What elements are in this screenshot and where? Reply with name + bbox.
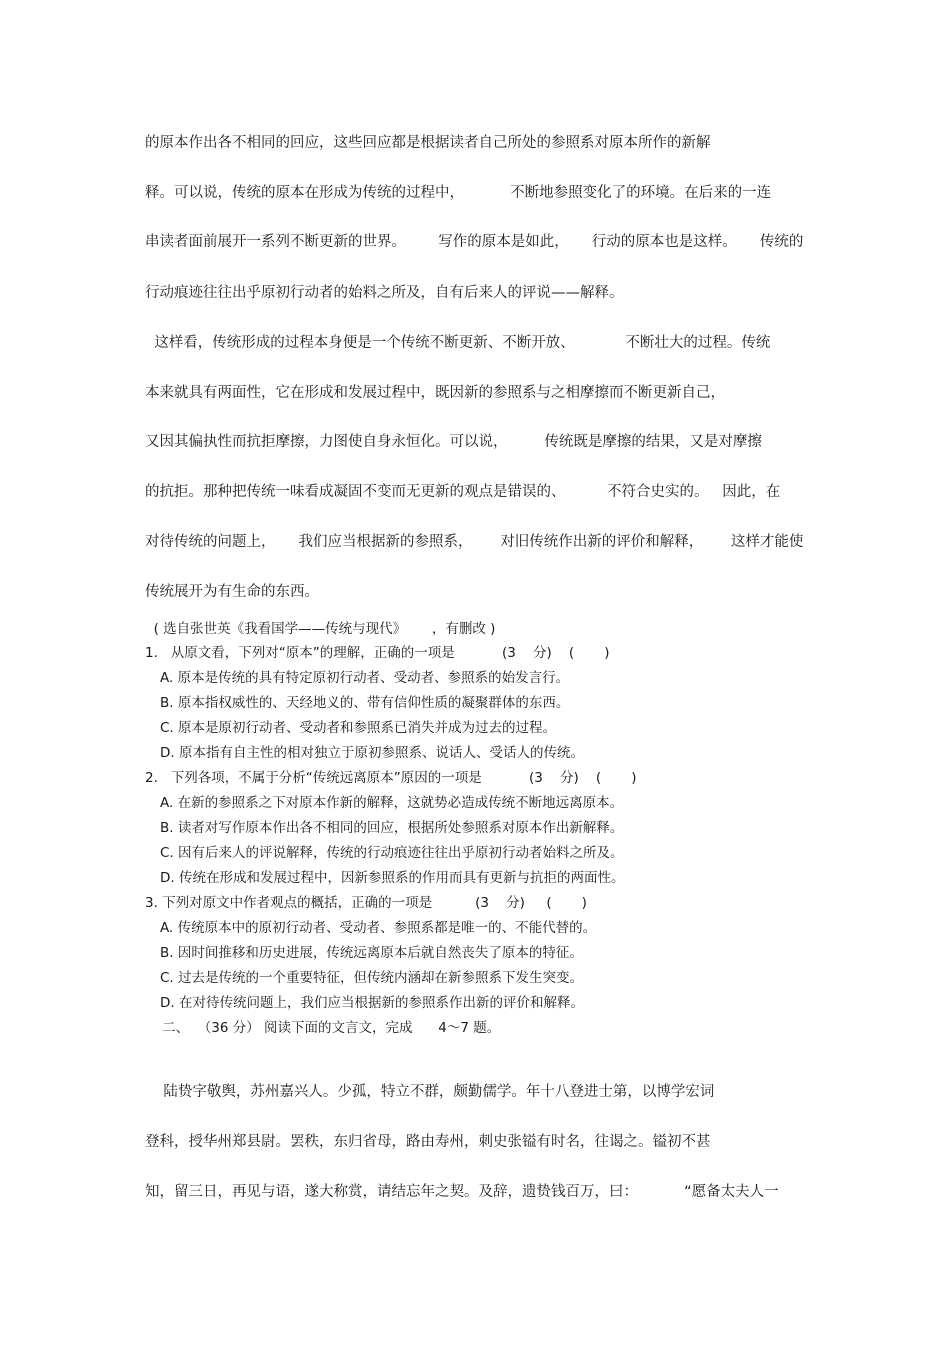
- question-1-stem: 1. 从原文看，下列对“原本”的理解，正确的一项是 (3 分) ( ): [145, 645, 610, 661]
- question-3-option-d: D. 在对待传统问题上，我们应当根据新的参照系作出新的评价和解释。: [160, 995, 584, 1011]
- passage1-line-7: 又因其偏执性而抗拒摩擦，力图使自身永恒化。可以说， 传统既是摩擦的结果，又是对摩擦: [145, 434, 762, 450]
- question-3-option-b: B. 因时间推移和历史进展，传统远离原本后就自然丧失了原本的特征。: [160, 945, 583, 961]
- question-2-option-d: D. 传统在形成和发展过程中，因新参照系的作用而具有更新与抗拒的两面性。: [160, 870, 625, 886]
- question-1-option-b: B. 原本指权威性的、天经地义的、带有信仰性质的凝聚群体的东西。: [160, 695, 570, 711]
- passage1-line-8: 的抗拒。那种把传统一味看成凝固不变而无更新的观点是错误的、 不符合史实的。 因此，在: [145, 484, 781, 500]
- passage2-line-1: 陆贽字敬舆，苏州嘉兴人。少孤，特立不群，颇勤儒学。年十八登进士第，以博学宏词: [145, 1084, 715, 1100]
- passage1-line-6: 本来就具有两面性，它在形成和发展过程中，既因新的参照系与之相摩擦而不断更新自己，: [145, 385, 725, 401]
- question-1-option-d: D. 原本指有自主性的相对独立于原初参照系、说话人、受话人的传统。: [160, 745, 584, 761]
- source-note: ( 选自张世英《我看国学——传统与现代》 ，有删改 ): [145, 621, 496, 637]
- question-2-option-a: A. 在新的参照系之下对原本作新的解释，这就势必造成传统不断地远离原本。: [160, 795, 624, 811]
- passage1-line-10: 传统展开为有生命的东西。: [145, 584, 319, 600]
- passage1-line-3: 串读者面前展开一系列不断更新的世界。 写作的原本是如此， 行动的原本也是这样。 传统的: [145, 234, 804, 250]
- passage1-line-9: 对待传统的问题上， 我们应当根据新的参照系， 对旧传统作出新的评价和解释， 这样才能使: [145, 534, 804, 550]
- question-1-option-a: A. 原本是传统的具有特定原初行动者、受动者、参照系的始发言行。: [160, 670, 570, 686]
- passage1-line-4: 行动痕迹往往出乎原初行动者的始料之所及，自有后来人的评说——解释。: [145, 285, 624, 301]
- passage2-line-2: 登科，授华州郑县尉。罢秩，东归省母，路由寿州，刺史张镒有时名，往谒之。镒初不甚: [145, 1134, 711, 1150]
- passage1-line-5: 这样看，传统形成的过程本身便是一个传统不断更新、不断开放、 不断壮大的过程。传统: [145, 335, 771, 351]
- section-2-heading: 二、 （36 分） 阅读下面的文言文，完成 4～7 题。: [145, 1020, 501, 1036]
- passage1-line-1: 的原本作出各不相同的回应，这些回应都是根据读者自己所处的参照系对原本所作的新解: [145, 135, 711, 151]
- passage1-line-2: 释。可以说，传统的原本在形成为传统的过程中， 不断地参照变化了的环境。在后来的一连: [145, 185, 772, 201]
- passage2-line-3: 知，留三日，再见与语，遂大称赏，请结忘年之契。及辞，遗贽钱百万，曰： “愿备太夫人一: [145, 1184, 779, 1200]
- question-2-option-c: C. 因有后来人的评说解释，传统的行动痕迹往往出乎原初行动者始料之所及。: [160, 845, 624, 861]
- question-2-stem: 2. 下列各项，不属于分析“传统远离原本”原因的一项是 (3 分) ( ): [145, 770, 637, 786]
- question-3-option-c: C. 过去是传统的一个重要特征，但传统内涵却在新参照系下发生突变。: [160, 970, 584, 986]
- question-3-option-a: A. 传统原本中的原初行动者、受动者、参照系都是唯一的、不能代替的。: [160, 920, 597, 936]
- question-3-stem: 3. 下列对原文中作者观点的概括，正确的一项是 (3 分) ( ): [145, 895, 587, 911]
- question-1-option-c: C. 原本是原初行动者、受动者和参照系已消失并成为过去的过程。: [160, 720, 557, 736]
- question-2-option-b: B. 读者对写作原本作出各不相同的回应，根据所处参照系对原本作出新解释。: [160, 820, 624, 836]
